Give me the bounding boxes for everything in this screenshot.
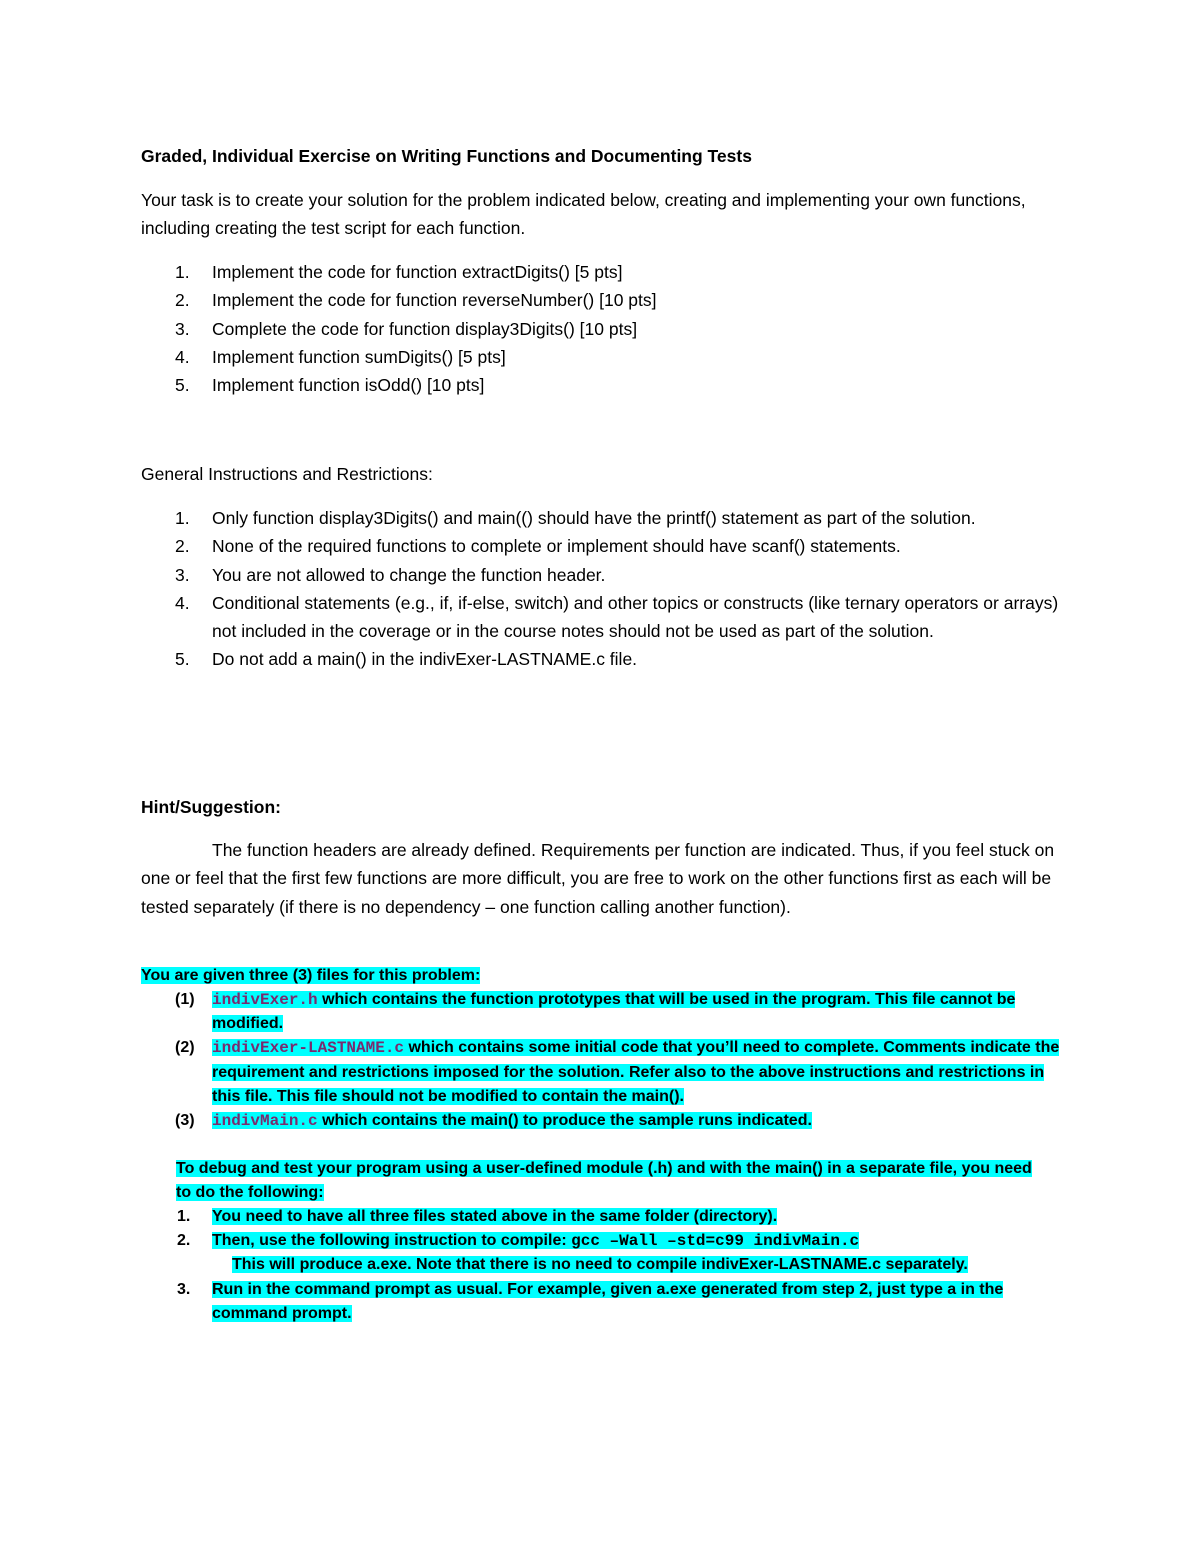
list-item: 4. Implement function sumDigits() [5 pts] [175,346,506,367]
file-name: indivExer.h [212,991,318,1009]
list-item: 2. Implement the code for function reverseNumber() [10 pts] [175,290,657,311]
list-item: 5. Implement function isOdd() [10 pts] [175,375,485,396]
list-item: (2) indivExer-LASTNAME.c which contains some initial code that you’ll need to complete. Comments indicate the requirement and restrictions imposed for the solution. Refer also to the above instructions and restrictions in this file. This file should not be modified to contain the main(). [175,1039,1060,1105]
list-item: 2. Then, use the following instruction to compile: gcc –Wall –std=c99 indivMain.c This will produce a.exe. Note that there is no need to compile indivExer-LASTNAME.c separately. [177,1232,968,1274]
list-item: 3. Complete the code for function display3Digits() [10 pts] [175,318,638,339]
document-title: Graded, Individual Exercise on Writing Functions and Documenting Tests [141,146,752,166]
compile-command: gcc –Wall –std=c99 indivMain.c [571,1232,860,1251]
list-item: 2. None of the required functions to complete or implement should have scanf() statements. [175,536,901,557]
general-heading: General Instructions and Restrictions: [141,464,433,484]
list-item: 1. You need to have all three files stated above in the same folder (directory). [177,1208,778,1225]
files-heading: You are given three (3) files for this problem: [141,967,481,984]
task-list [141,258,1061,399]
file-name: indivExer-LASTNAME.c [212,1039,405,1058]
file-name: indivMain.c [212,1112,318,1131]
list-item: 5. Do not add a main() in the indivExer-LASTNAME.c file. [175,649,638,670]
intro-paragraph: Your task is to create your solution for the problem indicated below, creating and implementing your own functions, including creating the test script for each function. [141,190,1026,239]
list-item: (1) indivExer.h which contains the function prototypes that will be used in the program. This file cannot be modified. [175,991,1016,1033]
hint-paragraph: The function headers are already defined. Requirements per function are indicated. Thus, if you feel stuck on one or feel that the first few functions are more difficult, you are free to work on the other functions first as each will be tested separately (if there is no dependency – one function calling another function). [141,840,1055,917]
compile-note: This will produce a.exe. Note that there is no need to compile indivExer-LASTNAME.c separately. [232,1256,968,1274]
debug-steps [141,1205,1061,1326]
hint-heading: Hint/Suggestion: [141,797,281,817]
debug-heading: To debug and test your program using a user-defined module (.h) and with the main() in a separate file, you need to do the following: [176,1160,1032,1202]
general-list [141,504,1061,674]
list-item: 3. Run in the command prompt as usual. For example, given a.exe generated from step 2, just type a in the command prompt. [177,1280,1004,1322]
list-item: 4. Conditional statements (e.g., if, if-else, switch) and other topics or constructs (like ternary operators or arrays) not included in the coverage or in the course notes should not be used as part of the solution. [175,592,1059,642]
list-item: 1. Only function display3Digits() and main(() should have the printf() statement as part of the solution. [175,508,976,528]
list-item: 1. Implement the code for function extractDigits() [5 pts] [175,262,623,282]
files-list [141,988,1061,1133]
list-item: 3. You are not allowed to change the function header. [175,564,606,585]
list-item: (3) indivMain.c which contains the main() to produce the sample runs indicated. [175,1112,812,1131]
